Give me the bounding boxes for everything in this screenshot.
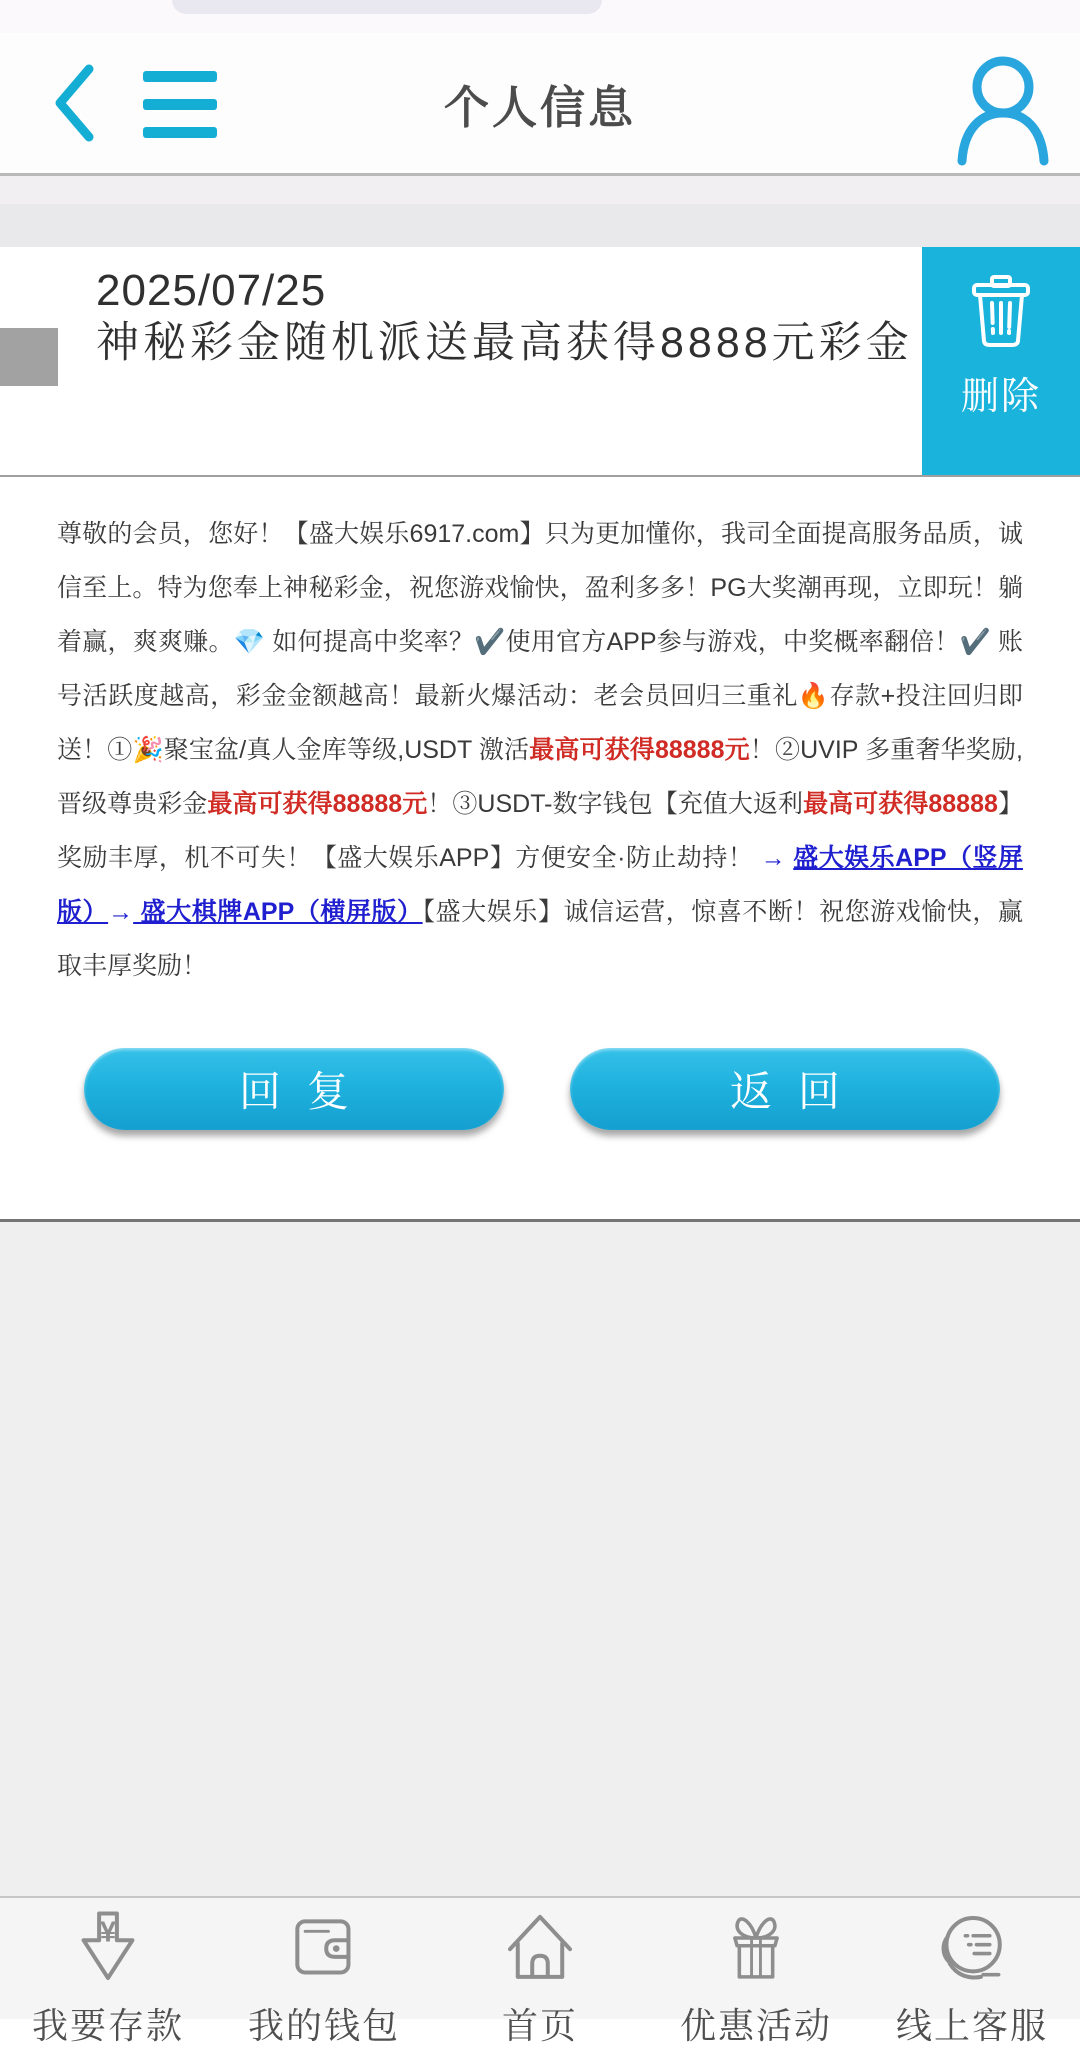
gem-emoji: 💎	[233, 628, 266, 656]
message-title: 神秘彩金随机派送最高获得8888元彩金	[96, 319, 913, 367]
service-icon	[932, 1908, 1012, 1988]
nav-label: 首页	[501, 2005, 578, 2046]
nav-item-deposit[interactable]	[0, 1898, 216, 2046]
message-text-segment: 使用官方APP参与游戏，中奖概率翻倍！	[505, 628, 960, 656]
deposit-icon	[68, 1908, 148, 1988]
highlight-red-text: 最高可获得88888元	[207, 790, 428, 818]
bottom-nav	[0, 1896, 1080, 2046]
check-emoji: ✔️	[474, 628, 506, 656]
nav-label: 线上客服	[895, 2005, 1048, 2046]
message-text-segment: 】奖励丰厚，机不可失！【盛大娱乐APP】方便安全·防止劫持！	[57, 790, 1023, 872]
highlight-red-text: 最高可获得88888元	[529, 736, 750, 764]
highlight-red-text: 最高可获得88888	[803, 790, 998, 818]
message-text-segment: 存款+投注回归即送！①	[57, 682, 1023, 764]
message-body	[0, 477, 1080, 1222]
fire-emoji: 🔥	[797, 682, 830, 710]
nav-label: 我要存款	[31, 2005, 184, 2046]
home-icon	[500, 1908, 580, 1988]
nav-item-support[interactable]	[864, 1898, 1080, 2046]
message-text-segment: 尊敬的会员，您好！【盛大娱乐6917.com】只为更加懂你，我司全面提高服务品质，诚信至上。特为您奉上神秘彩金，祝您游戏愉快，盈利多多！PG大奖潮再现，立即玩！躺着赢，爽爽赚。	[57, 520, 1023, 656]
app-link-portrait[interactable]: 盛大娱乐APP（竖屏版）	[57, 844, 1023, 926]
header	[0, 33, 1080, 176]
app-link-landscape[interactable]: 盛大棋牌APP（横屏版）	[133, 898, 423, 926]
nav-item-promotions[interactable]	[648, 1898, 864, 2046]
message-date: 2025/07/25	[96, 266, 327, 315]
message-text-segment: 【盛大娱乐】诚信运营，惊喜不断！祝您游戏愉快，赢取丰厚奖励！	[57, 898, 1023, 980]
status-strip	[0, 0, 1080, 33]
message-text-segment: 账号活跃度越高，彩金金额越高！最新火爆活动：老会员回归三重礼	[57, 628, 1023, 710]
nav-label: 优惠活动	[679, 2005, 832, 2046]
content-spacer	[0, 1222, 1080, 1896]
message-card[interactable]	[0, 247, 1080, 477]
page-title: 个人信息	[443, 81, 636, 133]
arrow-text: →	[108, 898, 134, 926]
top-sheet-remnant	[172, 0, 602, 14]
gift-icon	[716, 1908, 796, 1988]
divider-band	[0, 176, 1080, 204]
delete-button[interactable]	[922, 247, 1080, 475]
message-text-segment: 如何提高中奖率？	[265, 628, 475, 656]
actions-row	[0, 1048, 1080, 1130]
reply-button[interactable]	[84, 1048, 504, 1130]
svg-text:¥: ¥	[99, 1916, 117, 1949]
message-text	[57, 507, 1023, 993]
party-emoji: 🎉	[132, 736, 164, 764]
nav-item-wallet[interactable]	[216, 1898, 432, 2046]
message-text-segment: 聚宝盆/真人金库等级,USDT 激活	[163, 736, 530, 764]
wallet-icon	[284, 1908, 364, 1988]
trash-icon	[970, 275, 1032, 349]
unread-indicator	[0, 328, 58, 386]
divider-band	[0, 204, 1080, 247]
nav-item-home[interactable]	[432, 1898, 648, 2046]
check-emoji: ✔️	[959, 628, 991, 656]
profile-icon[interactable]	[954, 53, 1052, 161]
message-text-segment: ！②UVIP 多重奢华奖励,晋级尊贵彩金	[57, 736, 1023, 818]
delete-label: 删除	[960, 376, 1041, 418]
reply-label: 回复	[238, 1068, 375, 1115]
arrow-text: →	[760, 844, 794, 872]
back-label: 返回	[729, 1068, 866, 1115]
nav-label: 我的钱包	[247, 2005, 400, 2046]
back-button[interactable]	[570, 1048, 1000, 1130]
message-text-segment: ！③USDT-数字钱包【充值大返利	[427, 790, 804, 818]
